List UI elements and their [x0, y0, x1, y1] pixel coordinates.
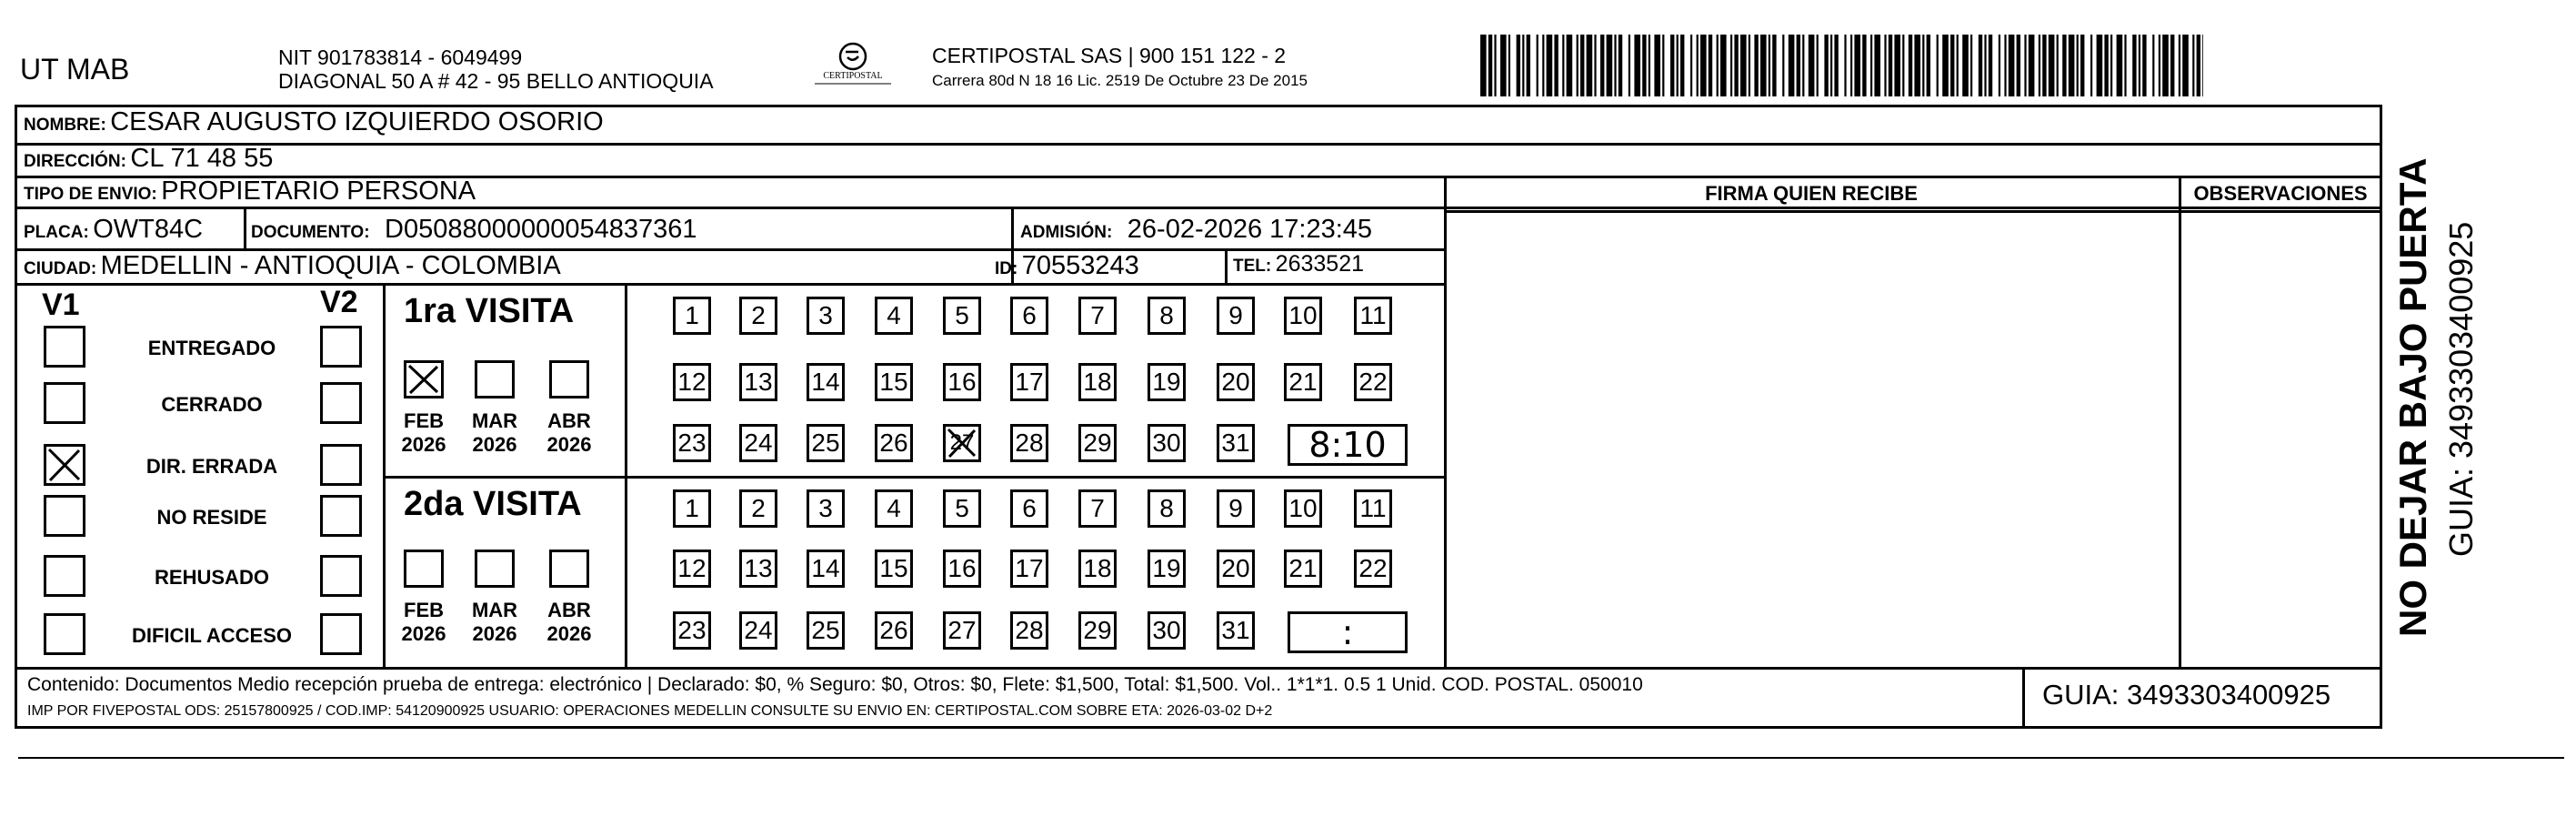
certipostal-logo	[811, 38, 895, 96]
month-label	[542, 599, 596, 646]
barcode-bar	[2077, 35, 2079, 96]
barcode-bar	[1720, 35, 1727, 96]
month-name: MAR	[471, 599, 518, 621]
carrier-name: CERTIPOSTAL SAS | 900 151 122 - 2	[932, 44, 1287, 67]
barcode-bar	[1824, 35, 1828, 96]
month-label	[467, 409, 522, 457]
barcode-bar	[2042, 35, 2046, 96]
check-x-mark	[406, 363, 441, 396]
barcode-bar	[1789, 35, 1795, 96]
carrier-license: Carrera 80d N 18 16 Lic. 2519 De Octubre 23 De 2015	[932, 72, 1308, 89]
barcode-bar	[1950, 35, 1954, 96]
status-label: NO RESIDE	[156, 506, 267, 529]
day-box[interactable]: 7	[1078, 297, 1117, 335]
barcode-bar	[2124, 35, 2126, 96]
recipient-id: 70553243	[1021, 251, 1139, 280]
barcode-bar	[1749, 35, 1750, 96]
month-name: FEB	[404, 409, 444, 432]
month-year: 2026	[546, 433, 592, 456]
day-box[interactable]: 21	[1284, 363, 1322, 401]
status-label: ENTREGADO	[147, 337, 276, 359]
month-checkbox[interactable]	[475, 360, 515, 398]
day-box[interactable]: 13	[739, 363, 777, 401]
day-box[interactable]: 12	[673, 363, 711, 401]
firma-left-border	[1444, 176, 1447, 669]
time-value: 8:10	[1308, 425, 1387, 465]
day-box[interactable]: 27	[943, 424, 981, 462]
id-label: ID:	[995, 259, 1018, 278]
frame-bottom	[15, 726, 2382, 729]
v1-checkbox[interactable]	[44, 382, 85, 424]
tipo-envio-label: TIPO DE ENVIO:	[24, 185, 157, 204]
barcode-bar	[1894, 35, 1900, 96]
barcode-bar	[1494, 35, 1496, 96]
barcode-bar	[1970, 35, 1972, 96]
day-box[interactable]: 17	[1010, 363, 1048, 401]
barcode-bar	[1517, 35, 1520, 96]
day-box[interactable]: 15	[875, 550, 913, 588]
barcode-bar	[2110, 35, 2112, 96]
barcode-bar	[1922, 35, 1924, 96]
no-dejar-bajo-puerta: NO DEJAR BAJO PUERTA	[2391, 157, 2434, 637]
barcode-bar	[2104, 35, 2108, 96]
barcode-bar	[1607, 35, 1613, 96]
barcode-bar	[1902, 35, 1904, 96]
barcode-bar	[1594, 35, 1596, 96]
barcode-bar	[1769, 35, 1770, 96]
day-box[interactable]: 11	[1354, 489, 1392, 528]
day-box[interactable]: 22	[1354, 550, 1392, 588]
day-box[interactable]: 15	[875, 363, 913, 401]
day-box[interactable]: 26	[875, 424, 913, 462]
month-label	[542, 409, 596, 457]
barcode-bar	[1834, 35, 1838, 96]
barcode-bar	[1709, 35, 1712, 96]
barcode-bar	[2170, 35, 2174, 96]
day-box[interactable]: 30	[1148, 611, 1186, 650]
status-label: CERRADO	[161, 393, 263, 416]
barcode-bar	[2004, 35, 2006, 96]
day-box[interactable]: 9	[1217, 297, 1255, 335]
row-divider-1	[15, 143, 2382, 146]
month-checkbox[interactable]	[475, 550, 515, 588]
barcode-bar	[1734, 35, 1738, 96]
day-box[interactable]: 27	[943, 611, 981, 650]
v2-checkbox[interactable]	[320, 495, 362, 537]
placa-label: PLACA:	[24, 223, 89, 242]
day-box[interactable]: 9	[1217, 489, 1255, 528]
barcode-bar	[1488, 35, 1492, 96]
observaciones-header: OBSERVACIONES	[2193, 182, 2368, 205]
day-box[interactable]: 1	[673, 297, 711, 335]
day-box[interactable]: 24	[739, 611, 777, 650]
v1-checkbox[interactable]	[44, 326, 85, 368]
footer-divider	[15, 667, 2382, 670]
day-box[interactable]: 10	[1284, 489, 1322, 528]
status-label: DIR. ERRADA	[145, 455, 278, 478]
barcode-bar	[2049, 35, 2055, 96]
v2-checkbox[interactable]	[320, 444, 362, 486]
visit2-title: 2da VISITA	[404, 485, 582, 523]
barcode-bar	[1797, 35, 1800, 96]
check-x-mark	[946, 427, 978, 459]
barcode-bar	[1587, 35, 1593, 96]
barcode-bar	[1654, 35, 1660, 96]
barcode-bar	[1629, 35, 1630, 96]
barcode-bar	[1870, 35, 1872, 96]
barcode-bar	[2097, 35, 2103, 96]
barcode-bar	[1677, 35, 1679, 96]
day-box[interactable]: 13	[739, 550, 777, 588]
admision-date: 26-02-2026 17:23:45	[1127, 215, 1373, 244]
check-x-mark	[46, 447, 83, 483]
barcode-bar	[1760, 35, 1767, 96]
day-box[interactable]: 31	[1217, 611, 1255, 650]
v1-checkbox[interactable]	[44, 495, 85, 537]
barcode-bar	[2029, 35, 2035, 96]
month-year: 2026	[401, 433, 446, 456]
barcode-bar	[1937, 35, 1939, 96]
month-checkbox[interactable]	[549, 360, 589, 398]
visit1-title: 1ra VISITA	[404, 292, 575, 330]
barcode-bar	[1740, 35, 1747, 96]
placa-documento-divider	[244, 207, 246, 248]
barcode-bar	[1662, 35, 1664, 96]
day-box[interactable]: 28	[1010, 424, 1048, 462]
day-box[interactable]: 8	[1148, 297, 1186, 335]
v1-checkbox[interactable]	[44, 444, 85, 486]
barcode-bar	[2179, 35, 2180, 96]
day-box[interactable]: 16	[943, 363, 981, 401]
day-box[interactable]: 11	[1354, 297, 1392, 335]
day-box[interactable]: 2	[739, 297, 777, 335]
barcode-bar	[1942, 35, 1949, 96]
month-name: FEB	[404, 599, 444, 621]
barcode-bar	[1580, 35, 1584, 96]
barcode-bar	[1522, 35, 1524, 96]
barcode-bar	[2192, 35, 2194, 96]
barcode-bar	[1649, 35, 1650, 96]
day-box[interactable]: 14	[807, 550, 845, 588]
ciudad: MEDELLIN - ANTIOQUIA - COLOMBIA	[100, 251, 561, 280]
status-label: REHUSADO	[155, 566, 269, 589]
barcode-bar	[2057, 35, 2059, 96]
day-box[interactable]: 3	[807, 489, 845, 528]
barcode-bar	[1554, 35, 1558, 96]
barcode-bar	[2197, 35, 2200, 96]
time-value: :	[1341, 612, 1354, 652]
day-box[interactable]: 23	[673, 611, 711, 650]
v2-label: V2	[320, 285, 358, 319]
barcode-bar	[1600, 35, 1604, 96]
barcode-bar	[1874, 35, 1880, 96]
obs-left-border	[2179, 176, 2181, 669]
day-box[interactable]: 18	[1078, 550, 1117, 588]
day-box[interactable]: 21	[1284, 550, 1322, 588]
barcode-bar	[1567, 35, 1573, 96]
logo-text: CERTIPOSTAL	[823, 71, 883, 81]
v2-checkbox[interactable]	[320, 326, 362, 368]
barcode-bar	[1542, 35, 1544, 96]
frame-right	[2380, 105, 2382, 729]
day-box[interactable]: 25	[807, 611, 845, 650]
day-box[interactable]: 29	[1078, 424, 1117, 462]
barcode-bar	[1862, 35, 1866, 96]
day-box[interactable]: 20	[1217, 363, 1255, 401]
barcode-bar	[1480, 35, 1487, 96]
ciudad-label: CIUDAD:	[24, 259, 97, 278]
barcode-bar	[1957, 35, 1959, 96]
imp-line: IMP POR FIVEPOSTAL ODS: 25157800925 / COD.IMP: 54120900925 USUARIO: OPERACIONES MEDELLIN CONSULTE SU ENVIO EN: CERTIPOSTAL.COM SOBRE ETA: 2026-03-02 D+2	[27, 703, 1273, 719]
day-box[interactable]: 26	[875, 611, 913, 650]
barcode-bar	[1889, 35, 1892, 96]
v1-checkbox[interactable]	[44, 613, 85, 655]
barcode-bar	[2152, 35, 2154, 96]
month-label	[467, 599, 522, 646]
row-divider-3	[15, 207, 2382, 209]
day-box[interactable]: 22	[1354, 363, 1392, 401]
frame-left	[15, 105, 17, 729]
day-box[interactable]: 14	[807, 363, 845, 401]
barcode-bar	[2117, 35, 2123, 96]
barcode-bar	[1984, 35, 1986, 96]
barcode-bar	[2080, 35, 2084, 96]
month-checkbox[interactable]	[404, 550, 444, 588]
barcode-bar	[1817, 35, 1819, 96]
day-box[interactable]: 1	[673, 489, 711, 528]
cut-line	[18, 757, 2564, 759]
day-box[interactable]: 20	[1217, 550, 1255, 588]
row-divider-5	[15, 283, 1447, 286]
barcode-bar	[1680, 35, 1684, 96]
day-box[interactable]: 7	[1078, 489, 1117, 528]
id-tel-divider	[1225, 248, 1228, 285]
month-year: 2026	[546, 622, 592, 645]
footer-guia-divider	[2022, 667, 2025, 728]
month-label	[396, 599, 451, 646]
barcode-bar	[1962, 35, 1969, 96]
recipient-name: CESAR AUGUSTO IZQUIERDO OSORIO	[110, 107, 604, 136]
barcode-bar	[2090, 35, 2092, 96]
barcode-bar	[1884, 35, 1886, 96]
day-box[interactable]: 2	[739, 489, 777, 528]
firma-header: FIRMA QUIEN RECIBE	[1705, 182, 1918, 205]
v2-checkbox[interactable]	[320, 613, 362, 655]
barcode-bar	[2182, 35, 2189, 96]
day-box[interactable]: 19	[1148, 550, 1186, 588]
company-address: DIAGONAL 50 A # 42 - 95 BELLO ANTIOQUIA	[278, 69, 714, 93]
barcode-bar	[1562, 35, 1564, 96]
month-year: 2026	[472, 433, 517, 456]
day-box[interactable]: 4	[875, 297, 913, 335]
month-checkbox[interactable]	[549, 550, 589, 588]
month-name: ABR	[547, 409, 591, 432]
barcode-bar	[1830, 35, 1832, 96]
day-box[interactable]: 10	[1284, 297, 1322, 335]
v1-label: V1	[42, 287, 80, 322]
barcode-bar	[2202, 35, 2203, 96]
barcode-bar	[1979, 35, 1982, 96]
barcode-bar	[1500, 35, 1507, 96]
barcode-bar	[1577, 35, 1579, 96]
barcode-bar	[2159, 35, 2160, 96]
status-label: DIFICIL ACCESO	[131, 624, 292, 647]
day-box[interactable]: 6	[1010, 489, 1048, 528]
barcode-bar	[1782, 35, 1784, 96]
month-year: 2026	[472, 622, 517, 645]
barcode-bar	[2162, 35, 2169, 96]
barcode-bar	[1717, 35, 1719, 96]
documento: D05088000000054837361	[385, 215, 697, 244]
barcode-bar	[1547, 35, 1553, 96]
barcode-bar	[1619, 35, 1622, 96]
month-name: MAR	[471, 409, 518, 432]
time-box[interactable]	[1288, 611, 1408, 653]
admision-label: ADMISIÓN:	[1020, 223, 1113, 242]
barcode-bar	[2062, 35, 2066, 96]
barcode-bar	[1914, 35, 1920, 96]
barcode-bar	[2017, 35, 2020, 96]
tipo-envio: PROPIETARIO PERSONA	[161, 177, 476, 206]
day-box[interactable]: 29	[1078, 611, 1117, 650]
barcode-bar	[1754, 35, 1758, 96]
barcode-bar	[1690, 35, 1692, 96]
barcode-bar	[1527, 35, 1530, 96]
day-box[interactable]: 6	[1010, 297, 1048, 335]
barcode-bar	[1697, 35, 1699, 96]
barcode-bar	[1802, 35, 1804, 96]
barcode-bar	[1909, 35, 1912, 96]
v1-checkbox[interactable]	[44, 555, 85, 597]
barcode-bar	[1772, 35, 1776, 96]
v2-checkbox[interactable]	[320, 555, 362, 597]
barcode-bar	[1509, 35, 1510, 96]
nombre-label: NOMBRE:	[24, 116, 106, 135]
barcode-bar	[2142, 35, 2146, 96]
barcode-bar	[1642, 35, 1646, 96]
barcode-bar	[2132, 35, 2136, 96]
company-nit: NIT 901783814 - 6049499	[278, 45, 523, 69]
day-box[interactable]: 5	[943, 297, 981, 335]
day-box[interactable]: 23	[673, 424, 711, 462]
month-checkbox[interactable]	[404, 360, 444, 398]
barcode-bar	[1999, 35, 2000, 96]
contenido-line: Contenido: Documentos Medio recepción prueba de entrega: electrónico | Declarado: $0, % Seguro: $0, Otros: $0, Flete: $1,500, Total: $1,500. Vol.. 1*1*1. 0.5 1 Unid. COD. POSTAL. 050010	[27, 674, 1643, 695]
placa: OWT84C	[93, 215, 204, 244]
barcode-bar	[1730, 35, 1732, 96]
barcode-bar	[1700, 35, 1707, 96]
direccion-label: DIRECCIÓN:	[24, 152, 126, 171]
barcode-bar	[1844, 35, 1846, 96]
barcode	[1480, 35, 2203, 98]
tel-label: TEL:	[1233, 257, 1272, 276]
recipient-address: CL 71 48 55	[130, 144, 274, 173]
month-label	[396, 409, 451, 457]
day-box[interactable]: 3	[807, 297, 845, 335]
v2-checkbox[interactable]	[320, 382, 362, 424]
barcode-bar	[2024, 35, 2026, 96]
barcode-bar	[2069, 35, 2075, 96]
company-name: UT MAB	[20, 53, 130, 86]
day-box[interactable]: 4	[875, 489, 913, 528]
barcode-bar	[2039, 35, 2040, 96]
day-box[interactable]: 19	[1148, 363, 1186, 401]
time-box[interactable]	[1288, 424, 1408, 466]
barcode-bar	[1927, 35, 1930, 96]
barcode-bar	[1614, 35, 1616, 96]
recipient-tel: 2633521	[1275, 251, 1364, 277]
visit-divider	[383, 476, 1447, 479]
month-year: 2026	[401, 622, 446, 645]
barcode-bar	[1537, 35, 1539, 96]
barcode-bar	[1989, 35, 1992, 96]
barcode-bar	[2139, 35, 2140, 96]
side-guia: GUIA: 3493303400925	[2442, 221, 2480, 557]
day-box[interactable]: 31	[1217, 424, 1255, 462]
day-box[interactable]: 16	[943, 550, 981, 588]
day-box[interactable]: 12	[673, 550, 711, 588]
month-name: ABR	[547, 599, 591, 621]
day-box[interactable]: 30	[1148, 424, 1186, 462]
footer-guia: GUIA: 3493303400925	[2042, 679, 2331, 711]
day-box[interactable]: 17	[1010, 550, 1048, 588]
barcode-bar	[2009, 35, 2015, 96]
columns-header-divider	[1444, 210, 2381, 213]
barcode-bar	[1634, 35, 1640, 96]
barcode-bar	[1670, 35, 1674, 96]
barcode-bar	[1854, 35, 1860, 96]
day-box[interactable]: 18	[1078, 363, 1117, 401]
day-box[interactable]: 8	[1148, 489, 1186, 528]
day-box[interactable]: 28	[1010, 611, 1048, 650]
documento-label: DOCUMENTO:	[251, 223, 370, 242]
day-box[interactable]: 5	[943, 489, 981, 528]
day-box[interactable]: 25	[807, 424, 845, 462]
barcode-bar	[1850, 35, 1852, 96]
day-box[interactable]: 24	[739, 424, 777, 462]
barcode-bar	[1809, 35, 1815, 96]
